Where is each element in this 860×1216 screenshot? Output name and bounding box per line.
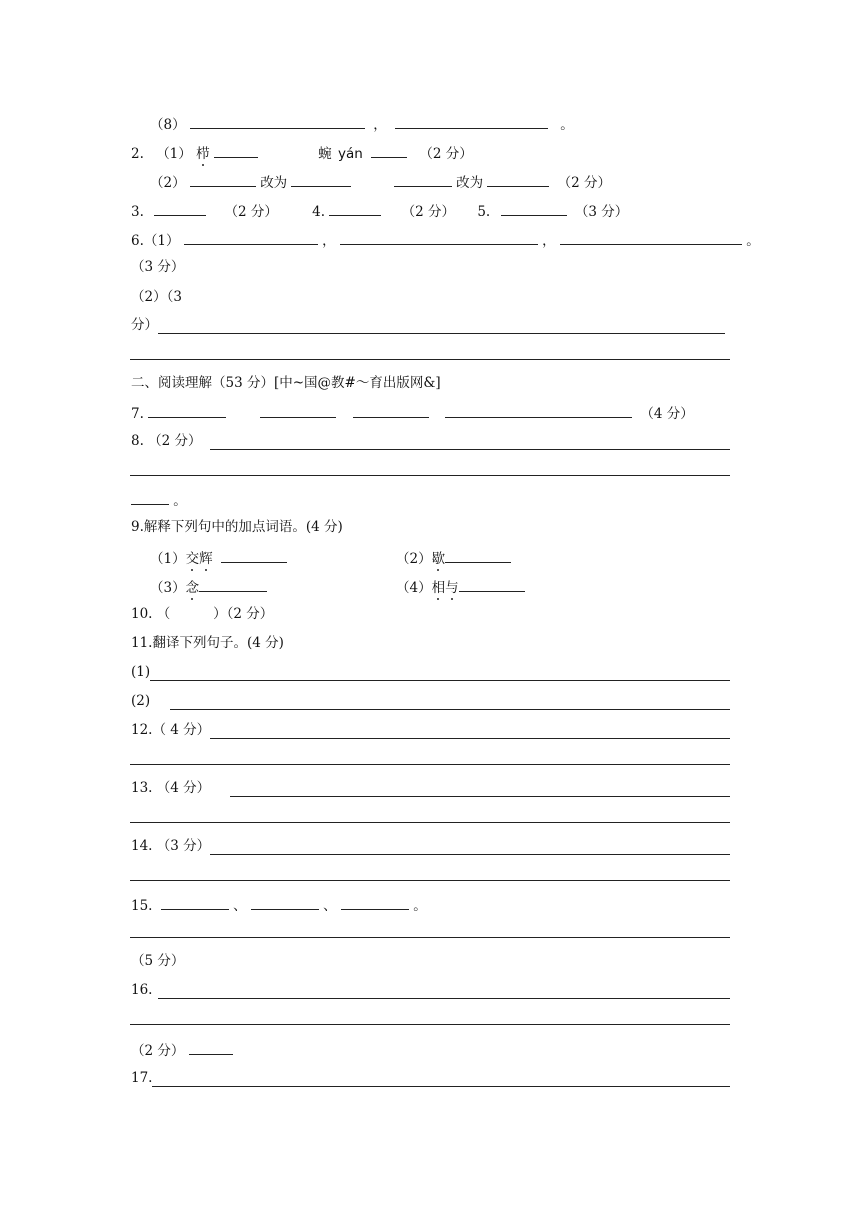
q6-part-2: （2）（3 — [131, 289, 182, 305]
answer-blank[interactable] — [154, 201, 206, 216]
answer-blank[interactable] — [189, 1040, 233, 1055]
answer-line[interactable] — [130, 1024, 730, 1025]
dotted-char: 交 — [185, 551, 200, 567]
q1-item-8 — [150, 114, 574, 134]
q2-score2: （2 分） — [557, 175, 612, 191]
answer-blank[interactable] — [190, 172, 256, 187]
q6-score: （3 分） — [131, 259, 185, 275]
q9-item-4 — [396, 577, 525, 597]
period: 。 — [413, 898, 427, 914]
q11-sentence-2 — [131, 692, 730, 710]
change-to: 改为 — [456, 175, 484, 191]
answer-line[interactable] — [152, 1072, 730, 1087]
item-number: （2） — [396, 551, 432, 567]
separator: 、 — [323, 898, 337, 914]
answer-line[interactable] — [130, 822, 730, 823]
item-number: (2) — [131, 693, 151, 709]
answer-line[interactable] — [170, 695, 730, 710]
q15-score: （5 分） — [131, 953, 185, 969]
comma: ， — [322, 233, 336, 249]
q9-item-3 — [150, 577, 267, 597]
q10: 10. （ ）（2 分） — [131, 606, 274, 622]
answer-blank[interactable] — [459, 577, 525, 592]
q5-label: 5. — [477, 204, 491, 220]
answer-blank[interactable] — [214, 143, 258, 158]
q3-label: 3. — [131, 204, 144, 220]
answer-line[interactable] — [230, 782, 730, 797]
q6-part-1 — [131, 230, 760, 250]
answer-blank[interactable] — [251, 895, 319, 910]
answer-blank[interactable] — [291, 172, 351, 187]
q11-sentence-1 — [131, 663, 730, 681]
answer-line[interactable] — [158, 984, 730, 999]
q1-8-label: （8） — [150, 117, 186, 133]
item-number: (1) — [131, 664, 151, 680]
q16-score-line — [131, 1040, 233, 1060]
answer-blank[interactable] — [148, 403, 226, 418]
pinyin: yán — [337, 146, 363, 162]
q16 — [131, 981, 730, 999]
q2-p2: （2） — [150, 175, 186, 191]
q9-item-1 — [150, 548, 287, 568]
q17 — [131, 1069, 730, 1087]
section-2-title: 二、阅读理解（53 分）[中~国@教#～育出版网&] — [131, 375, 441, 391]
q2-score: （2 分） — [419, 146, 473, 162]
answer-blank[interactable] — [394, 172, 452, 187]
q2-label: 2. — [131, 146, 144, 162]
answer-blank[interactable] — [340, 230, 538, 245]
dotted-char: 辉 — [199, 551, 213, 567]
dotted-char: 栉 — [196, 146, 210, 162]
answer-line[interactable] — [210, 840, 730, 855]
char-wan: 蜿 — [318, 146, 332, 162]
answer-blank[interactable] — [190, 114, 365, 129]
answer-blank[interactable] — [260, 403, 336, 418]
q8-label: 8. （2 分） — [131, 433, 202, 449]
q11-title: 11.翻译下列句子。(4 分) — [131, 635, 284, 651]
q5-score: （3 分） — [574, 204, 629, 220]
q13-label: 13. （4 分） — [131, 780, 211, 796]
period: 。 — [173, 493, 187, 509]
q16-score: （2 分） — [131, 1043, 185, 1059]
item-number: （1） — [150, 551, 186, 567]
q14-label: 14. （3 分） — [131, 838, 211, 854]
answer-line[interactable] — [130, 880, 730, 881]
answer-blank[interactable] — [445, 403, 632, 418]
answer-blank[interactable] — [560, 230, 742, 245]
answer-blank[interactable] — [487, 172, 549, 187]
q7-label: 7. — [131, 406, 144, 422]
q16-label: 16. — [131, 982, 153, 998]
dotted-char: 与 — [445, 580, 459, 596]
dotted-char: 相 — [431, 580, 446, 596]
q14 — [131, 837, 730, 855]
q7 — [131, 403, 694, 423]
answer-blank[interactable] — [445, 548, 511, 563]
answer-blank[interactable] — [221, 548, 287, 563]
answer-line[interactable] — [130, 764, 730, 765]
q8-end — [131, 490, 187, 510]
q12 — [131, 721, 730, 739]
comma: ， — [373, 117, 387, 133]
answer-blank[interactable] — [329, 201, 381, 216]
q2-part-2 — [150, 172, 611, 192]
answer-blank[interactable] — [501, 201, 567, 216]
dotted-char: 念 — [185, 580, 200, 596]
item-number: （4） — [396, 580, 432, 596]
q15-label: 15. — [131, 898, 153, 914]
answer-blank[interactable] — [395, 114, 548, 129]
answer-blank[interactable] — [131, 490, 169, 505]
q2-p1: （1） — [156, 146, 192, 162]
q9-item-2 — [396, 548, 511, 568]
q6-label: 6.（1） — [131, 233, 180, 249]
answer-line[interactable] — [210, 435, 730, 450]
q7-score: （4 分） — [640, 406, 694, 422]
answer-blank[interactable] — [371, 143, 407, 158]
answer-blank[interactable] — [161, 895, 229, 910]
period: 。 — [560, 117, 574, 133]
q8 — [131, 432, 730, 450]
dotted-char: 歇 — [431, 551, 446, 567]
answer-blank[interactable] — [353, 403, 429, 418]
q6-p2b: 分） — [131, 317, 158, 333]
answer-line[interactable] — [210, 724, 730, 739]
answer-line[interactable] — [130, 475, 730, 476]
q4-label: 4. — [312, 204, 326, 220]
answer-line[interactable] — [150, 666, 730, 681]
q15 — [131, 895, 427, 915]
q3-q4-q5 — [131, 201, 628, 221]
q6-part-2-answer — [131, 316, 725, 334]
answer-line[interactable] — [130, 937, 730, 938]
q9-title: 9.解释下列句中的加点词语。(4 分) — [131, 519, 343, 535]
change-to: 改为 — [260, 175, 288, 191]
item-number: （3） — [150, 580, 186, 596]
comma: ， — [542, 233, 556, 249]
q4-score: （2 分） — [401, 204, 456, 220]
q12-label: 12.（ 4 分） — [131, 722, 211, 738]
answer-line[interactable] — [158, 319, 725, 334]
separator: 、 — [233, 898, 247, 914]
answer-line[interactable] — [130, 359, 730, 360]
period: 。 — [746, 233, 760, 249]
answer-blank[interactable] — [341, 895, 409, 910]
q2-part-1 — [131, 143, 473, 163]
q3-score: （2 分） — [224, 204, 278, 220]
answer-blank[interactable] — [184, 230, 318, 245]
q13 — [131, 779, 730, 797]
q17-label: 17. — [131, 1070, 153, 1086]
answer-blank[interactable] — [199, 577, 267, 592]
